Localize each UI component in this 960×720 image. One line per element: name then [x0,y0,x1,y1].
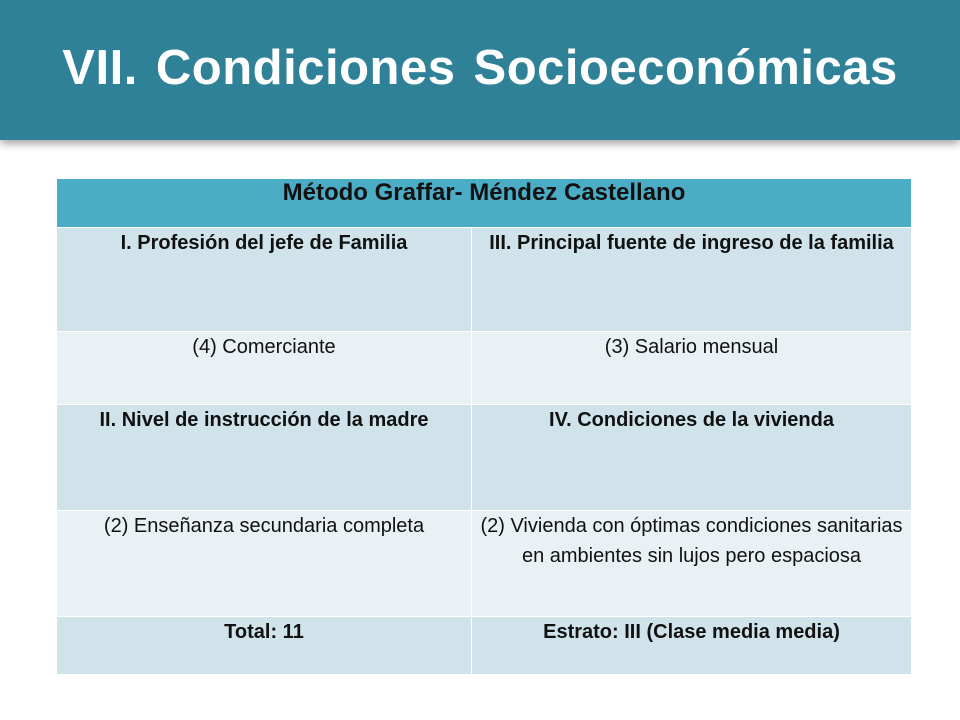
estrato: Estrato: III (Clase media media) [472,617,912,675]
table-header: Método Graffar- Méndez Castellano [57,179,912,228]
table-row [57,228,912,332]
value-instruccion-madre: (2) Enseñanza secundaria completa [57,511,472,617]
criterion-profesion: I. Profesión del jefe de Familia [57,228,472,332]
criterion-instruccion-madre: II. Nivel de instrucción de la madre [57,405,472,511]
criterion-fuente-ingreso: III. Principal fuente de ingreso de la familia [472,228,912,332]
table-header-row [57,179,912,228]
value-fuente-ingreso: (3) Salario mensual [472,332,912,405]
table-row [57,405,912,511]
graffar-table [56,178,912,675]
table-row [57,332,912,405]
title-bar [0,0,960,140]
table-row [57,617,912,675]
slide-title: VII. Condiciones Socioeconómicas [62,41,898,95]
total-score: Total: 11 [57,617,472,675]
criterion-vivienda: IV. Condiciones de la vivienda [472,405,912,511]
value-profesion: (4) Comerciante [57,332,472,405]
table-row [57,511,912,617]
value-vivienda: (2) Vivienda con óptimas condiciones sanitarias en ambientes sin lujos pero espaciosa [472,511,912,617]
